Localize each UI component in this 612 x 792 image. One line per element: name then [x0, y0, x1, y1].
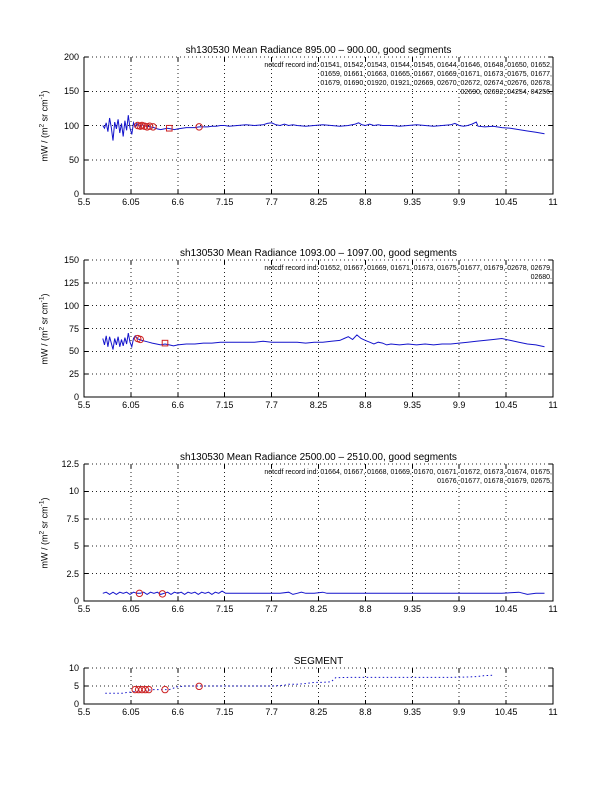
x-tick-label: 9.9 [452, 197, 466, 207]
x-tick-label: 9.35 [403, 197, 422, 207]
x-tick-label: 8.8 [359, 604, 372, 614]
y-tick-label: 75 [68, 323, 79, 334]
plot-title: sh130530 Mean Radiance 2500.00 – 2510.00, good segments [180, 452, 457, 463]
x-tick-label: 6.05 [122, 197, 140, 207]
x-tick-label: 7.7 [265, 707, 278, 717]
y-axis-label-sup: -1 [38, 500, 46, 506]
x-tick-label: 11 [548, 400, 558, 410]
x-tick-label: 11 [548, 197, 558, 207]
y-axis-label-text: mW / (m [39, 329, 50, 364]
x-tick-label: 9.35 [403, 707, 422, 717]
y-tick-label: 125 [63, 277, 79, 288]
y-tick-label: 100 [63, 300, 79, 311]
x-tick-label: 7.7 [265, 400, 278, 410]
x-tick-label: 10.45 [494, 197, 518, 207]
x-tick-label: 7.15 [215, 604, 234, 614]
x-tick-label: 9.9 [452, 604, 466, 614]
y-tick-label: 10 [68, 486, 79, 497]
x-tick-label: 6.6 [171, 604, 185, 614]
netcdf-record-line: netcdf record ind: 01652, 01667, 01669, 01671, 01673, 01675, 01677, 01679, 02678, 02679, [264, 265, 552, 272]
y-tick-label: 150 [63, 86, 79, 97]
x-tick-label: 7.7 [265, 197, 278, 207]
x-tick-label: 6.05 [122, 707, 140, 717]
y-axis-label-text: sr cm [39, 301, 50, 327]
x-tick-label: 7.15 [215, 197, 234, 207]
x-tick-label: 10.45 [494, 604, 518, 614]
y-tick-label: 12.5 [61, 459, 79, 469]
x-tick-label: 8.25 [309, 707, 328, 717]
netcdf-record-line: 01659, 01661, 01663, 01665, 01667, 01669, 01671, 01673, 01675, 01677, [320, 71, 552, 78]
netcdf-record-line: 02690, 02692, 04254, 04256, [460, 89, 552, 96]
x-tick-label: 8.8 [359, 197, 372, 207]
x-tick-label: 6.05 [122, 604, 140, 614]
y-tick-label: 25 [68, 369, 79, 380]
x-tick-label: 8.8 [359, 400, 372, 410]
y-tick-label: 0 [73, 392, 79, 402]
x-tick-label: 6.05 [122, 400, 140, 410]
y-axis-label-sup: 2 [38, 123, 46, 127]
x-tick-label: 5.5 [77, 400, 91, 410]
x-tick-label: 6.6 [171, 707, 185, 717]
plot-title: sh130530 Mean Radiance 1093.00 – 1097.00, good segments [180, 248, 457, 259]
x-tick-label: 10.45 [494, 400, 518, 410]
netcdf-record-line: netcdf record ind: 01664, 01667, 01668, 01669, 01670, 01671, 01672, 01673, 01674, 01675, [264, 469, 552, 476]
x-tick-label: 9.35 [403, 400, 422, 410]
x-tick-label: 8.25 [309, 400, 328, 410]
y-axis-label-sup: 2 [38, 326, 46, 330]
plot-title: sh130530 Mean Radiance 895.00 – 900.00, good segments [185, 45, 452, 56]
x-tick-label: 5.5 [77, 707, 91, 717]
y-tick-label: 10 [68, 663, 79, 673]
x-tick-label: 8.8 [359, 707, 372, 717]
y-tick-label: 7.5 [66, 513, 79, 524]
x-tick-label: 9.9 [452, 707, 466, 717]
x-tick-label: 7.15 [215, 400, 234, 410]
x-tick-label: 5.5 [77, 197, 91, 207]
y-tick-label: 50 [68, 346, 79, 357]
y-tick-label: 50 [68, 154, 79, 165]
netcdf-record-line: 01676, 01677, 01678, 01679, 02675, [437, 478, 552, 485]
y-tick-label: 150 [63, 255, 79, 265]
x-tick-label: 11 [548, 707, 558, 717]
x-tick-label: 7.15 [215, 707, 234, 717]
y-tick-label: 0 [73, 699, 79, 709]
x-tick-label: 5.5 [77, 604, 91, 614]
x-tick-label: 11 [548, 604, 558, 614]
x-tick-label: 8.25 [309, 197, 328, 207]
y-axis-label-sup: -1 [38, 296, 46, 302]
plot-title: SEGMENT [293, 656, 344, 667]
y-tick-label: 2.5 [66, 568, 79, 579]
y-axis-label-text: mW / (m [39, 533, 50, 568]
y-axis-label-text: sr cm [39, 505, 50, 531]
x-tick-label: 6.6 [171, 400, 185, 410]
y-tick-label: 0 [73, 189, 79, 199]
y-axis-label-text: ) [39, 90, 50, 94]
y-tick-label: 0 [73, 596, 79, 606]
x-tick-label: 10.45 [494, 707, 518, 717]
y-tick-label: 100 [63, 120, 79, 131]
x-tick-label: 9.35 [403, 604, 422, 614]
x-tick-label: 9.9 [452, 400, 466, 410]
y-axis-label-sup: 2 [38, 530, 46, 534]
y-tick-label: 5 [73, 681, 79, 691]
x-tick-label: 6.6 [171, 197, 185, 207]
netcdf-record-line: 02680. [530, 274, 552, 281]
x-tick-label: 7.7 [265, 604, 278, 614]
y-axis-label-text: mW / (m [39, 126, 50, 161]
y-axis-label-text: ) [39, 293, 50, 297]
y-tick-label: 5 [73, 541, 79, 552]
netcdf-record-line: 01679, 01690, 01920, 01921, 02669, 02670, 02672, 02674, 02676, 02678, [320, 80, 552, 87]
y-axis-label-sup: -1 [38, 93, 46, 99]
y-axis-label-text: sr cm [39, 98, 50, 124]
y-tick-label: 200 [63, 52, 79, 62]
netcdf-record-line: netcdf record ind: 01541, 01542, 01543, 01544, 01545, 01644, 01646, 01648, 01650, 01652, [264, 62, 552, 69]
x-tick-label: 8.25 [309, 604, 328, 614]
y-axis-label-text: ) [39, 497, 50, 501]
